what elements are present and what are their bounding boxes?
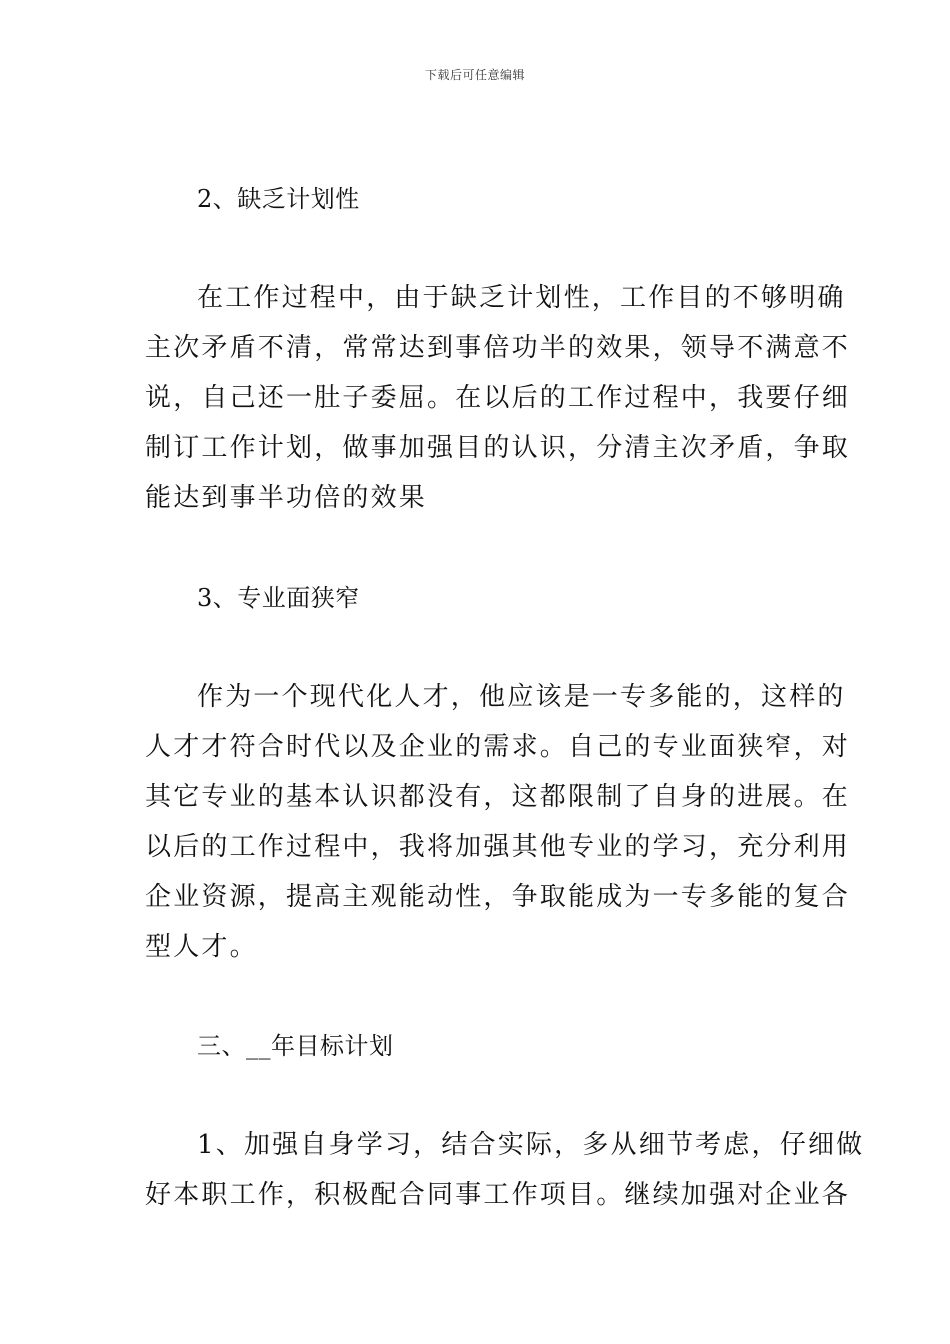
paragraph-specialty	[145, 672, 851, 972]
paragraph-planning	[145, 273, 851, 523]
paragraph-line: 制订工作计划，做事加强目的认识，分清主次矛盾，争取	[145, 433, 851, 463]
paragraph-line: 人才才符合时代以及企业的需求。自己的专业面狭窄，对	[145, 732, 851, 762]
paragraph-line: 1、加强自身学习，结合实际，多从细节考虑，仔细做	[197, 1130, 865, 1160]
paragraph-line: 作为一个现代化人才，他应该是一专多能的，这样的	[197, 682, 846, 712]
paragraph-line: 型人才。	[145, 932, 258, 962]
paragraph-line: 好本职工作，积极配合同事工作项目。继续加强对企业各	[145, 1180, 851, 1210]
paragraph-line: 企业资源，提高主观能动性，争取能成为一专多能的复合	[145, 882, 851, 912]
paragraph-line: 能达到事半功倍的效果	[145, 483, 428, 513]
paragraph-line: 以后的工作过程中，我将加强其他专业的学习，充分利用	[145, 832, 851, 862]
paragraph-line: 说，自己还一肚子委屈。在以后的工作过程中，我要仔细	[145, 383, 851, 413]
section-heading-planning: 2、缺乏计划性	[197, 185, 360, 213]
paragraph-line: 主次矛盾不清，常常达到事倍功半的效果，领导不满意不	[145, 333, 851, 363]
page-header: 下载后可任意编辑	[424, 68, 525, 82]
paragraph-goals	[145, 1120, 865, 1220]
paragraph-line: 其它专业的基本认识都没有，这都限制了自身的进展。在	[145, 782, 851, 812]
section-heading-goals: 三、__年目标计划	[197, 1032, 394, 1060]
paragraph-line: 在工作过程中，由于缺乏计划性，工作目的不够明确	[197, 283, 846, 313]
section-heading-specialty: 3、专业面狭窄	[197, 584, 360, 612]
